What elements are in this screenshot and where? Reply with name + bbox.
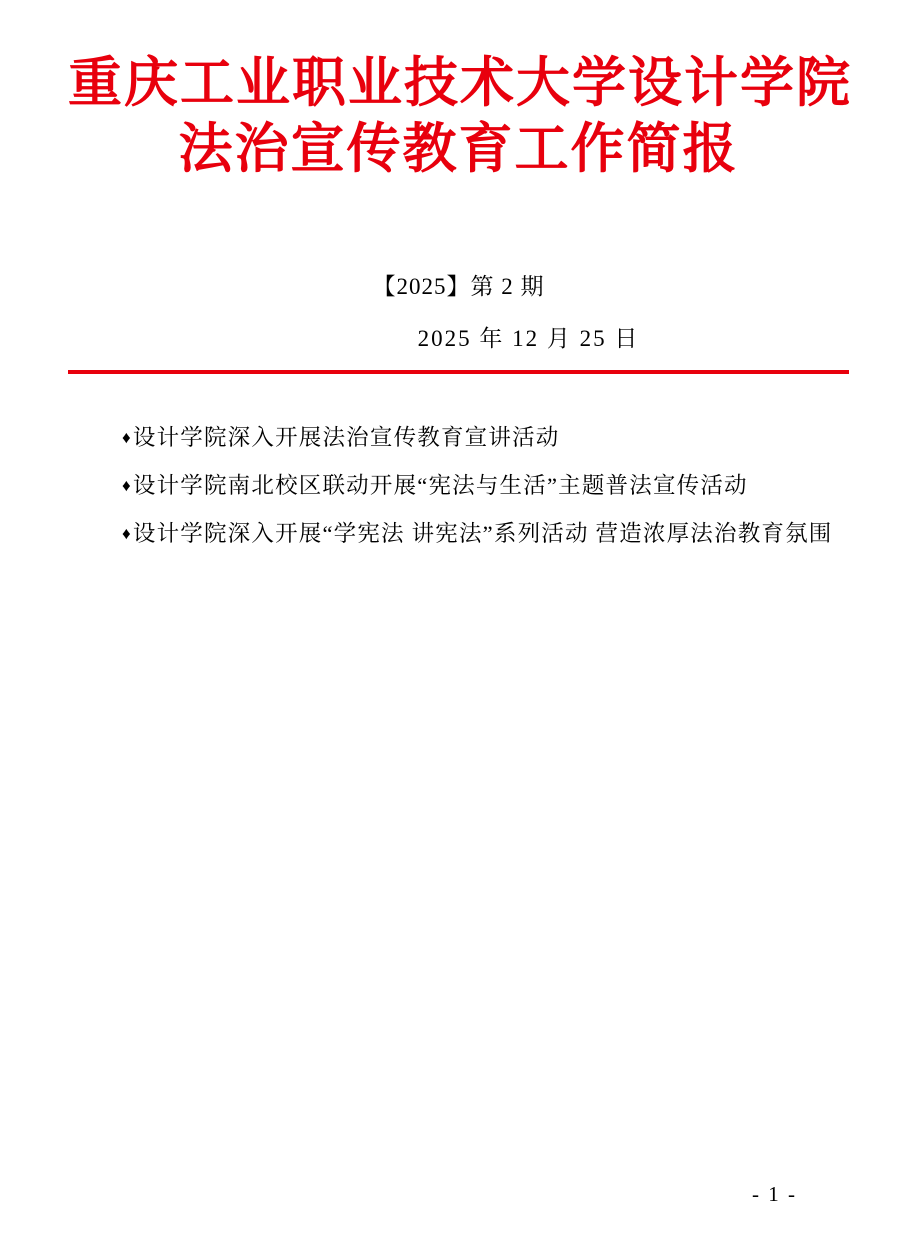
publication-date: 2025 年 12 月 25 日 [417,326,640,351]
list-item [68,463,849,509]
page-number: - 1 - [752,1182,797,1206]
masthead-line-2: 法治宣传教育工作简报 [178,119,739,179]
list-item [68,415,849,461]
table-of-contents [68,415,849,559]
diamond-bullet-icon: ♦ [122,524,132,543]
issue-number: 【2025】第 2 期 [372,274,545,299]
masthead-line-1: 重庆工业职业技术大学设计学院 [68,53,852,113]
diamond-bullet-icon: ♦ [122,476,132,495]
masthead [68,50,852,182]
red-divider-rule [68,370,849,374]
list-item-label: 设计学院南北校区联动开展“宪法与生活”主题普法宣传活动 [132,473,748,498]
list-item-label: 设计学院深入开展法治宣传教育宣讲活动 [132,425,560,450]
list-item [68,511,849,557]
diamond-bullet-icon: ♦ [122,428,132,447]
list-item-label: 设计学院深入开展“学宪法 讲宪法”系列活动 营造浓厚法治教育氛围 [132,521,833,546]
